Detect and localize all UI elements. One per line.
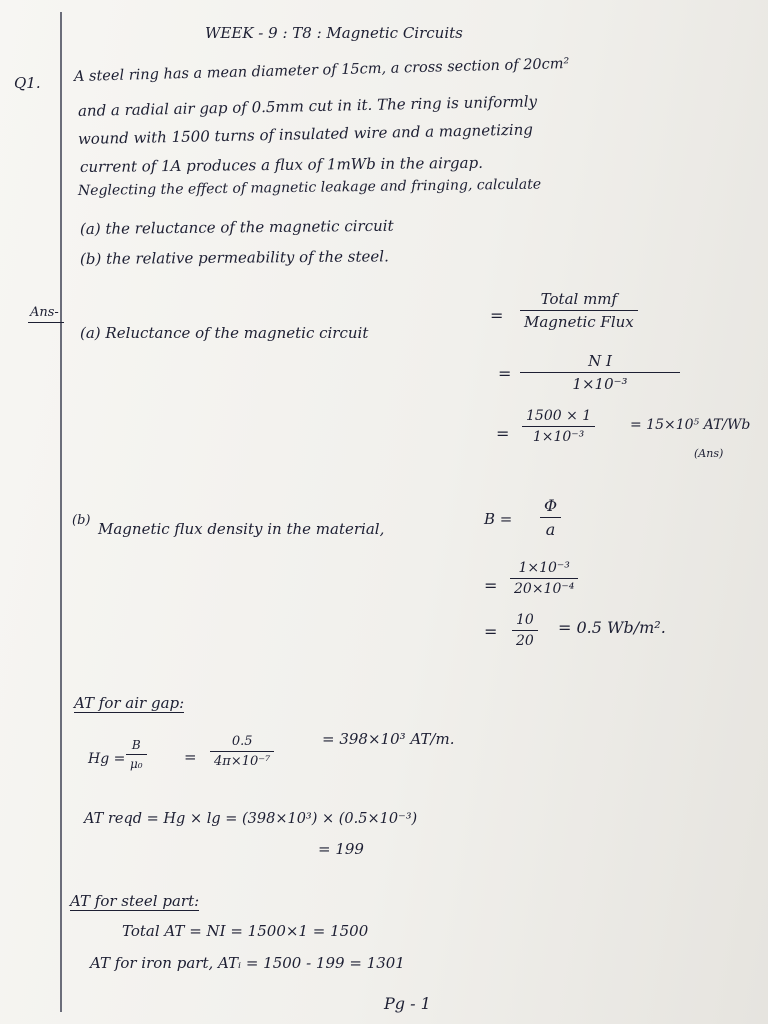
- hg-fraction-2: [210, 734, 274, 769]
- part-a-text: (a) Reluctance of the magnetic circuit: [80, 324, 369, 342]
- question-line-6: (a) the reluctance of the magnetic circuit: [79, 216, 394, 238]
- part-b-frac3-denominator: 20: [516, 633, 534, 650]
- answer-label-underline: [28, 322, 64, 323]
- part-a-eq3: =: [496, 424, 510, 443]
- hg-fraction-1: [126, 738, 147, 771]
- margin-line: [60, 12, 62, 1012]
- question-number: Q1.: [14, 74, 41, 92]
- part-b-text: Magnetic flux density in the material,: [98, 520, 385, 538]
- part-b-frac3-numerator: 10: [516, 612, 534, 628]
- hg-frac1-denominator: μ₀: [130, 757, 143, 772]
- hg-frac1-numerator: B: [131, 738, 141, 752]
- part-b-lhs: B =: [484, 510, 513, 528]
- part-b-frac1-numerator: Φ: [544, 496, 558, 515]
- question-line-4: current of 1A produces a flux of 1mWb in the airgap.: [79, 153, 484, 176]
- part-b-fraction-2: [510, 560, 578, 597]
- part-a-eq2: =: [498, 364, 512, 383]
- part-a-frac1-numerator: Total mmf: [540, 290, 618, 308]
- iron-at-line: AT for iron part, ATᵢ = 1500 - 199 = 1301: [90, 954, 405, 972]
- question-line-5: Neglecting the effect of magnetic leakage and fringing, calculate: [77, 176, 542, 199]
- part-a-frac2-denominator: 1×10⁻³: [572, 375, 628, 394]
- part-a-frac2-numerator: N I: [588, 352, 612, 370]
- hg-eq: =: [184, 748, 197, 766]
- question-line-7: (b) the relative permeability of the steel.: [79, 247, 389, 268]
- steel-title: AT for steel part:: [70, 892, 200, 910]
- part-b-frac2-denominator: 20×10⁻⁴: [514, 581, 575, 598]
- part-b-fraction-3: [512, 612, 538, 649]
- part-a-eq1: =: [490, 306, 504, 325]
- page-number: Pg - 1: [384, 994, 431, 1013]
- part-b-eq3: =: [484, 622, 498, 641]
- airgap-title: AT for air gap:: [74, 694, 185, 712]
- part-a-fraction-3: [522, 408, 595, 445]
- part-a-ans-note: (Ans): [694, 447, 724, 460]
- part-a-result: = 15×10⁵ AT/Wb: [630, 417, 751, 433]
- part-b-result: = 0.5 Wb/m².: [558, 618, 666, 637]
- hg-frac2-denominator: 4π×10⁻⁷: [214, 754, 271, 770]
- part-b-frac1-denominator: a: [545, 520, 556, 540]
- at-reqd-result: = 199: [318, 840, 364, 858]
- part-b-label: (b): [72, 513, 91, 528]
- answer-label: Ans-: [30, 305, 59, 320]
- part-a-frac3-denominator: 1×10⁻³: [532, 429, 585, 446]
- part-a-fraction-1: [520, 290, 638, 331]
- part-a-frac3-numerator: 1500 × 1: [526, 408, 592, 424]
- hg-result: = 398×10³ AT/m.: [322, 730, 455, 748]
- part-b-frac2-numerator: 1×10⁻³: [518, 560, 570, 576]
- hg-lhs: Hg =: [88, 751, 126, 767]
- page-heading: WEEK - 9 : T8 : Magnetic Circuits: [205, 24, 463, 42]
- hg-frac2-numerator: 0.5: [231, 734, 253, 749]
- part-b-fraction-1: [540, 496, 561, 539]
- question-line-1: A steel ring has a mean diameter of 15cm, a cross section of 20cm²: [73, 56, 570, 85]
- question-line-2: and a radial air gap of 0.5mm cut in it. The ring is uniformly: [77, 92, 538, 120]
- part-a-fraction-2: [520, 352, 680, 393]
- part-b-eq2: =: [484, 576, 498, 595]
- total-at-line: Total AT = NI = 1500×1 = 1500: [122, 922, 369, 940]
- part-a-frac1-denominator: Magnetic Flux: [524, 313, 634, 332]
- question-line-3: wound with 1500 turns of insulated wire and a magnetizing: [77, 120, 534, 148]
- at-reqd-line: AT reqd = Hg × lg = (398×10³) × (0.5×10⁻³): [84, 811, 418, 827]
